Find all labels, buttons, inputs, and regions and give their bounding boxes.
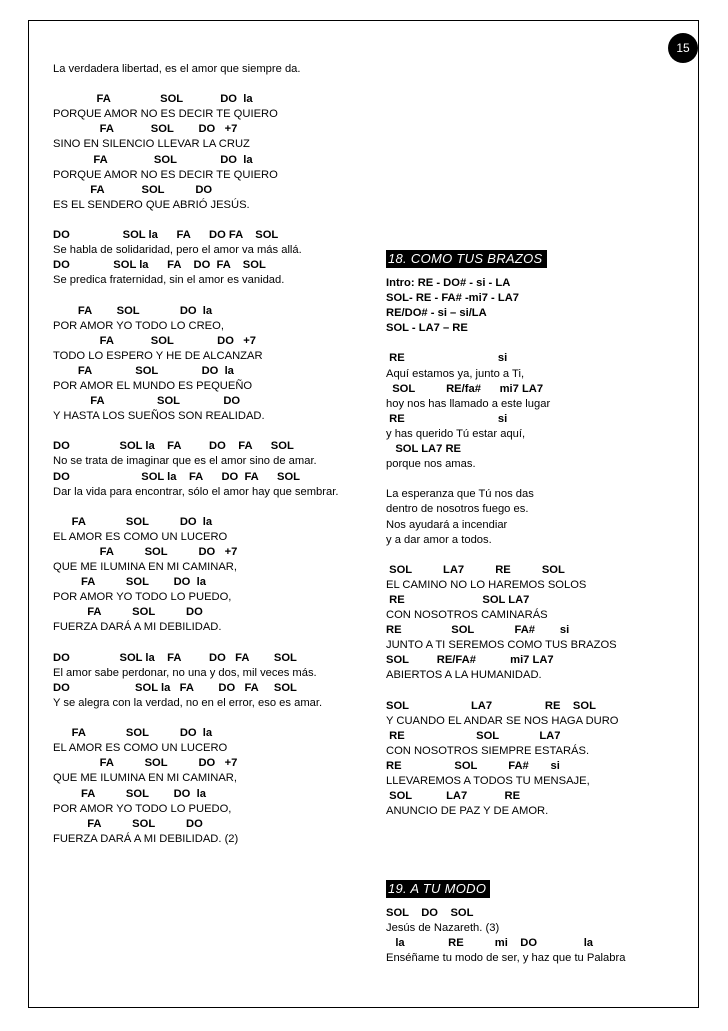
lyric-line: ANUNCIO DE PAZ Y DE AMOR. — [386, 805, 549, 818]
stanza-gap — [53, 213, 373, 228]
lyric-line: No se trata de imaginar que es el amor sino de amar. — [53, 455, 317, 468]
page-number-badge: 15 — [668, 33, 698, 63]
stanza-gap — [386, 684, 619, 699]
lyric-line: Se habla de solidaridad, pero el amor va más allá. — [53, 244, 302, 257]
chord-line: DO SOL la FA DO FA SOL — [53, 470, 300, 483]
lyric-line: Y HASTA LOS SUEÑOS SON REALIDAD. — [53, 410, 265, 423]
stanza-gap — [53, 500, 373, 515]
chord-line: RE si — [386, 412, 508, 425]
lyric-line: QUE ME ILUMINA EN MI CAMINAR, — [53, 561, 237, 574]
chord-line: FA SOL DO la — [53, 93, 253, 106]
chord-line: FA SOL DO — [53, 606, 203, 619]
chord-line: RE si — [386, 352, 508, 365]
stanza-gap — [53, 424, 373, 439]
chord-line: Intro: RE - DO# - si - LA — [386, 277, 511, 289]
chord-line: RE SOL LA7 — [386, 729, 561, 742]
song-19-title: 19. A TU MODO — [386, 880, 490, 898]
chord-line: FA SOL DO la — [53, 304, 213, 317]
lyric-line: ES EL SENDERO QUE ABRIÓ JESÚS. — [53, 198, 250, 211]
lyric-line: Dar la vida para encontrar, sólo el amor hay que sembrar. — [53, 485, 339, 498]
lyric-line: EL CAMINO NO LO HAREMOS SOLOS — [386, 578, 587, 591]
chord-line: SOL LA7 RE SOL — [386, 699, 596, 712]
stanza-gap — [53, 288, 373, 303]
lyric-line: ABIERTOS A LA HUMANIDAD. — [386, 669, 542, 682]
lyric-line: SINO EN SILENCIO LLEVAR LA CRUZ — [53, 138, 250, 151]
lyric-line: La verdadera libertad, es el amor que siempre da. — [53, 63, 301, 75]
stanza-gap — [53, 77, 373, 92]
stanza-gap — [386, 548, 619, 563]
stanza-gap — [386, 472, 619, 487]
chord-line: FA SOL DO +7 — [53, 334, 256, 347]
lyric-line: El amor sabe perdonar, no una y dos, mil veces más. — [53, 666, 317, 679]
lyric-line: La esperanza que Tú nos das — [386, 488, 534, 501]
song-19 — [386, 880, 625, 966]
chord-line: DO SOL la FA DO FA SOL — [53, 651, 297, 664]
song-19-lyrics — [386, 906, 625, 966]
chord-line: FA SOL DO la — [53, 727, 213, 740]
lyric-line: y a dar amor a todos. — [386, 533, 492, 546]
stanza-gap — [53, 711, 373, 726]
stanza-gap — [386, 336, 619, 351]
left-column — [53, 62, 373, 847]
lyric-line: EL AMOR ES COMO UN LUCERO — [53, 742, 228, 755]
lyric-line: porque nos amas. — [386, 458, 476, 471]
chord-line: FA SOL DO +7 — [53, 123, 238, 136]
lyric-line: POR AMOR YO TODO LO PUEDO, — [53, 802, 232, 815]
chord-line: FA SOL DO +7 — [53, 546, 238, 558]
chord-line: SOL LA7 RE — [386, 443, 462, 456]
song-18 — [386, 250, 619, 819]
chord-line: FA SOL DO — [53, 817, 203, 830]
chord-line: DO SOL la FA DO FA SOL — [53, 229, 279, 242]
lyric-line: LLEVAREMOS A TODOS TU MENSAJE, — [386, 775, 590, 788]
chord-line: FA SOL DO +7 — [53, 757, 238, 770]
chord-line: RE/DO# - si – si/LA — [386, 307, 487, 320]
song-19-title-row — [386, 880, 625, 898]
lyric-line: hoy nos has llamado a este lugar — [386, 397, 551, 410]
chord-line: RE SOL FA# si — [386, 760, 560, 772]
chord-line: la RE mi DO la — [386, 937, 594, 950]
chord-line: RE SOL FA# si — [386, 624, 570, 637]
stanza-gap — [53, 636, 373, 651]
lyric-line: CON NOSOTROS CAMINARÁS — [386, 609, 548, 622]
chord-line: DO SOL la FA DO FA SOL — [53, 681, 297, 694]
chord-line: FA SOL DO la — [53, 153, 253, 166]
chord-line: FA SOL DO la — [53, 787, 206, 800]
chord-line: FA SOL DO — [53, 395, 241, 408]
lyric-line: QUE ME ILUMINA EN MI CAMINAR, — [53, 772, 237, 785]
chord-line: SOL RE/fa# mi7 LA7 — [386, 382, 544, 395]
chord-line: SOL LA7 RE SOL — [386, 563, 565, 576]
lyric-line: Y se alegra con la verdad, no en el error, eso es amar. — [53, 696, 323, 709]
lyric-line: JUNTO A TI SEREMOS COMO TUS BRAZOS — [386, 639, 617, 652]
chord-line: SOL - LA7 – RE — [386, 322, 468, 335]
lyric-line: TODO LO ESPERO Y HE DE ALCANZAR — [53, 349, 263, 362]
lyric-line: y has querido Tú estar aquí, — [386, 427, 526, 440]
lyric-line: Enséñame tu modo de ser, y haz que tu Palabra — [386, 952, 626, 965]
lyric-line: Nos ayudará a incendiar — [386, 518, 508, 531]
chord-line: SOL DO SOL — [386, 907, 474, 919]
lyric-line: POR AMOR EL MUNDO ES PEQUEÑO — [53, 379, 253, 392]
chord-line: SOL- RE - FA# -mi7 - LA7 — [386, 292, 520, 305]
song-18-lyrics — [386, 276, 619, 819]
lyric-line: Jesús de Nazareth. (3) — [386, 922, 500, 935]
lyric-line: Y CUANDO EL ANDAR SE NOS HAGA DURO — [386, 714, 619, 727]
lyric-line: POR AMOR YO TODO LO PUEDO, — [53, 591, 232, 604]
chord-line: RE SOL LA7 — [386, 593, 530, 606]
chord-line: SOL LA7 RE — [386, 790, 521, 803]
lyric-line: POR AMOR YO TODO LO CREO, — [53, 319, 224, 332]
lyric-line: EL AMOR ES COMO UN LUCERO — [53, 530, 228, 543]
lyric-line: FUERZA DARÁ A MI DEBILIDAD. — [53, 621, 222, 634]
chord-line: FA SOL DO la — [53, 576, 206, 589]
lyric-line: PORQUE AMOR NO ES DECIR TE QUIERO — [53, 108, 278, 121]
chord-line: SOL RE/FA# mi7 LA7 — [386, 654, 554, 667]
chord-line: DO SOL la FA DO FA SOL — [53, 259, 266, 272]
chord-line: FA SOL DO — [53, 183, 213, 196]
chord-line: FA SOL DO la — [53, 364, 234, 377]
lyric-line: FUERZA DARÁ A MI DEBILIDAD. (2) — [53, 832, 239, 845]
song-18-title-row — [386, 250, 619, 268]
lyric-line: PORQUE AMOR NO ES DECIR TE QUIERO — [53, 168, 278, 181]
chord-line: FA SOL DO la — [53, 515, 213, 528]
lyric-line: Se predica fraternidad, sin el amor es vanidad. — [53, 274, 285, 287]
lyric-line: Aquí estamos ya, junto a Ti, — [386, 367, 525, 380]
lyric-line: CON NOSOTROS SIEMPRE ESTARÁS. — [386, 744, 590, 757]
lyric-line: dentro de nosotros fuego es. — [386, 503, 529, 516]
chord-line: DO SOL la FA DO FA SOL — [53, 440, 294, 453]
song-18-title: 18. COMO TUS BRAZOS — [386, 250, 547, 268]
